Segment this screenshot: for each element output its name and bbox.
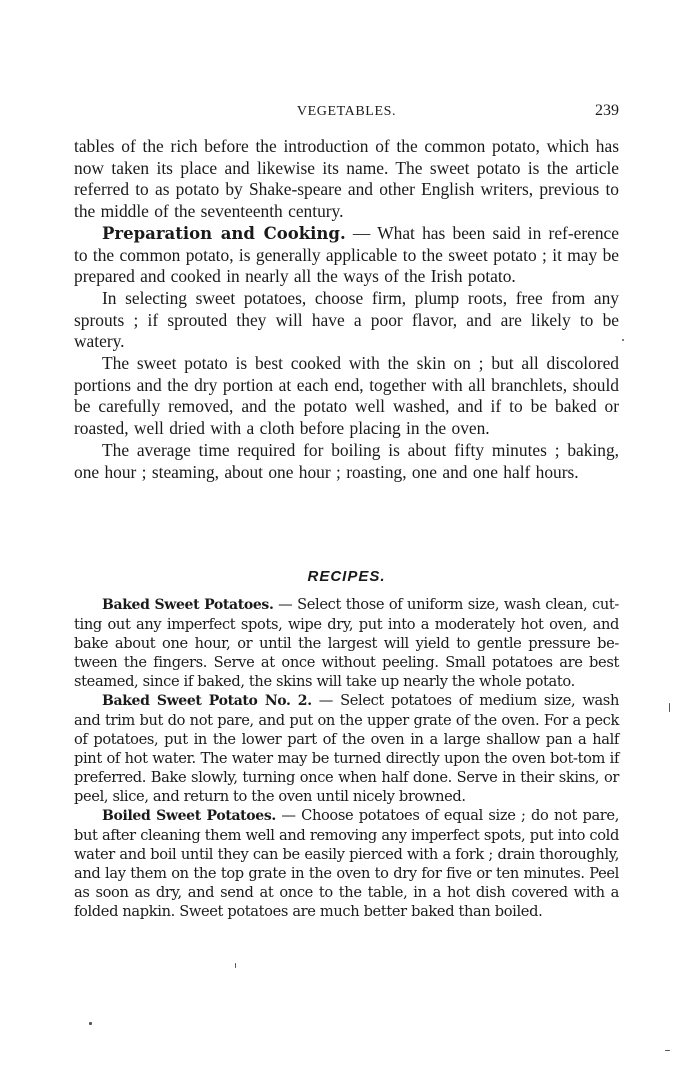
paragraph-text: — What has been said in ref-erence to the common potato, is generally applicable to the sweet potato ; it may be prepared and cooked in nearly all the ways of the Irish potato. [74,222,619,287]
recipe-baked-sweet-potatoes [74,595,619,691]
scan-speck [235,963,236,968]
recipe-title: Baked Sweet Potato No. 2. [102,693,312,709]
paragraph-text: In selecting sweet potatoes, choose firm, plump roots, free from any sprouts ; if sprouted they will have a poor flavor, and are likely to be watery. [74,287,619,352]
paragraph-text: The average time required for boiling is about fifty minutes ; baking, one hour ; steaming, about one hour ; roasting, one and one half hours. [74,439,619,482]
page-number: 239 [595,102,619,119]
paragraph-preparation [74,223,619,288]
recipe-title: Baked Sweet Potatoes. [102,597,274,613]
recipe-text: — Select potatoes of medium size, wash and trim but do not pare, and put on the upper grate of the oven. For a peck of potatoes, put in the lower part of the oven in a large shallow pan a half pint of hot water. The water may be turned directly upon the oven bot-tom if preferred. Bake slowly, turning once when half done. Serve in their skins, or peel, slice, and return to the oven until nicely browned. [74,692,619,805]
paragraph-skin [74,353,619,440]
scan-speck [665,1050,670,1051]
scan-speck [669,703,670,712]
recipes-list [74,595,619,921]
recipe-boiled-sweet-potatoes [74,806,619,921]
scan-speck [89,1022,92,1025]
paragraph-text: tables of the rich before the introduction of the common potato, which has now taken its place and likewise its name. The sweet potato is the article referred to as potato by Shake-speare and other English writers, previous to the middle of the seventeenth century. [74,136,619,222]
recipe-title: Boiled Sweet Potatoes. [102,808,276,824]
recipe-text: — Choose potatoes of equal size ; do not pare, but after cleaning them well and removing any imperfect spots, put into cold water and boil until they can be easily pierced with a fork ; drain thoroughly, and lay them on the top grate in the oven to dry for five or ten minutes. Peel as soon as dry, and send at once to the table, in a hot dish covered with a folded napkin. Sweet potatoes are much better baked than boiled. [74,807,619,920]
body-text [74,136,619,483]
paragraph-times [74,440,619,483]
paragraph-continuation [74,136,619,223]
running-title: VEGETABLES. [296,104,397,119]
section-heading-preparation: Preparation and Cooking. [102,223,346,243]
scan-speck [622,339,624,341]
recipes-heading: RECIPES. [307,568,386,585]
recipe-text: — Select those of uniform size, wash clean, cut-ting out any imperfect spots, wipe dry, put into a moderately hot oven, and bake about one hour, or until the largest will yield to gentle pressure be-tween the fingers. Serve at once without peeling. Small potatoes are best steamed, since if baked, the skins will take up nearly the whole potato. [74,596,619,690]
running-head [74,102,619,124]
paragraph-text: The sweet potato is best cooked with the skin on ; but all discolored portions and the dry portion at each end, together with all branchlets, should be carefully removed, and the potato well washed, and if to be baked or roasted, well dried with a cloth before placing in the oven. [74,353,619,439]
paragraph-selecting [74,288,619,353]
recipe-baked-sweet-potato-no-2 [74,691,619,806]
